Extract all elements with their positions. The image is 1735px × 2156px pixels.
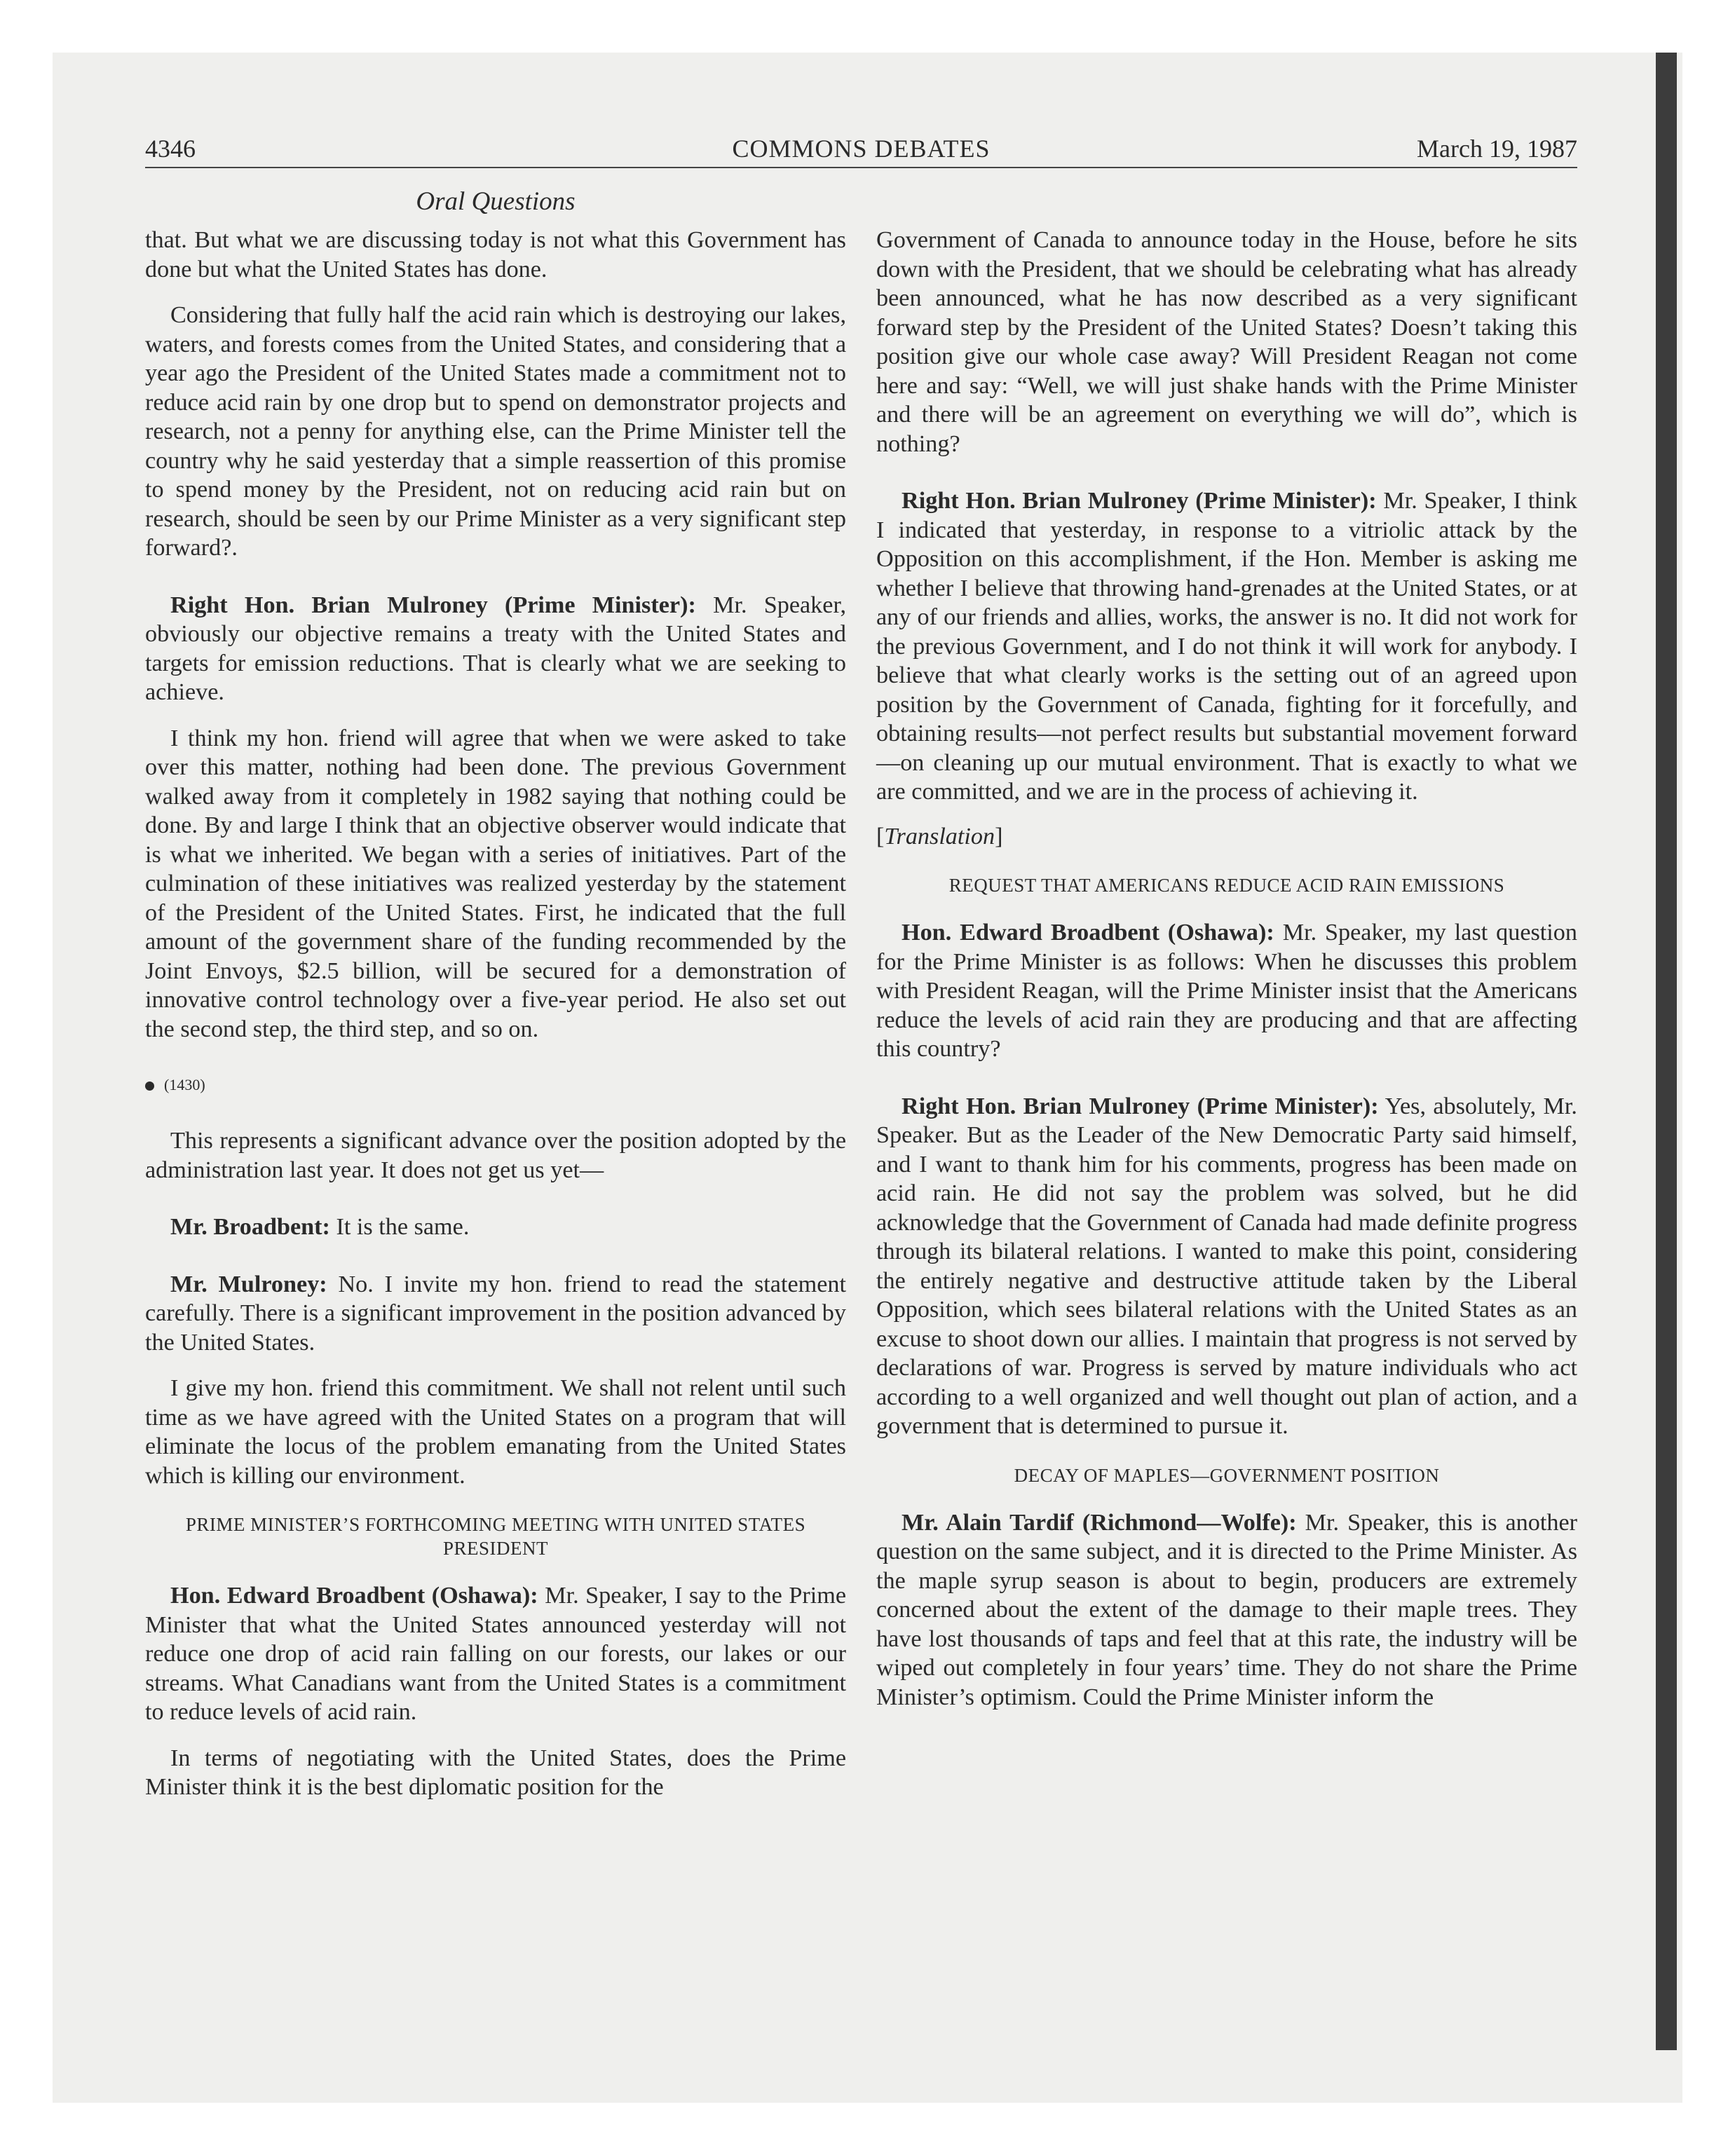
speech-text: Yes, absolutely, Mr. Speaker. But as the Leader of the New Democratic Party said himself, and I want to thank him for his comments, progress has been made on acid rain. He did not say the problem was solved, but he did acknowledge that the Government of Canada had made definite progress through its bilateral relations. I wanted to make this point, considering the entirely negative and destructive attitude taken by the Liberal Opposition, which sees bilateral relations with the United States as an excuse to shoot down our allies. I maintain that progress is not served by declarations of war. Progress is served by mature individuals who act according to a well organized and well thought out plan of action, and a government that is determined to pursue it. bbox=[876, 1093, 1577, 1439]
translation-note: [Translation] bbox=[876, 823, 1003, 850]
paragraph bbox=[145, 1581, 846, 1727]
paragraph: I give my hon. friend this commitment. We shall not relent until such time as we have agreed with the United States on a program that will eliminate the locus of the problem emanating from the United States which is killing our environment. bbox=[145, 1375, 846, 1489]
paragraph: Considering that fully half the acid rain which is destroying our lakes, waters, and forests comes from the United States, and considering that a year ago the President of the United States made a commitment not to reduce acid rain by one drop but to spend on demonstrator projects and research, not a penny for anything else, can the Prime Minister tell the country why he said yesterday that a simple reassertion of this promise to spend money by the President, not on reducing acid rain but on research, should be seen by our Prime Minister as a very significant step forward?. bbox=[145, 302, 846, 561]
speech-text: Mr. Speaker, this is another question on the same subject, and it is directed to the Prime Minister. As the maple syrup season is about to begin, producers are extremely concerned about the extent of the damage to their maple trees. They have lost thousands of taps and feel that at this rate, the industry will be wiped out completely in four years’ time. They do not share the Prime Minister’s optimism. Could the Prime Minister inform the bbox=[876, 1509, 1578, 1710]
bullet-icon bbox=[145, 1082, 154, 1091]
speech-text: Mr. Speaker, my last question for the Prime Minister is as follows: When he discusses this problem with President Reagan, will the Prime Minister insist that the Americans reduce the levels of acid rain they are producing and that are affecting this country? bbox=[876, 920, 1577, 1062]
page-header bbox=[145, 130, 1577, 167]
paragraph bbox=[876, 486, 1577, 807]
paragraph bbox=[876, 1508, 1577, 1712]
speaker-name: Hon. Edward Broadbent (Oshawa): bbox=[170, 1583, 538, 1609]
section-label: Oral Questions bbox=[416, 187, 576, 216]
speech-text: Mr. Speaker, I say to the Prime Minister that what the United States announced yesterday will not reduce one drop of acid rain falling on our forests, our lakes or our streams. What Canadians want from the United States is a commitment to reduce levels of acid rain. bbox=[145, 1583, 846, 1725]
speech-text: It is the same. bbox=[336, 1214, 470, 1240]
paragraph: I think my hon. friend will agree that when we were asked to take over this matter, nothing had been done. The previous Government walked away from it completely in 1982 saying that nothing could be done. By and large I think that an objective observer would indicate that is what we inherited. We began with a series of initiatives. Part of the culmination of these initiatives was realized yesterday by the statement of the President of the United States. First, he indicated that the full amount of the government share of the funding recommended by the Joint Envoys, $2.5 billion, will be secured for a demonstration of innovative control technology over a five-year period. He also set out the second step, the third step, and so on. bbox=[145, 725, 846, 1042]
paragraph: This represents a significant advance over the position adopted by the administration last year. It does not get us yet— bbox=[145, 1128, 846, 1183]
page-date: March 19, 1987 bbox=[1417, 135, 1577, 163]
page-number: 4346 bbox=[145, 135, 196, 163]
left-column bbox=[145, 226, 846, 1802]
speaker-name: Hon. Edward Broadbent (Oshawa): bbox=[901, 920, 1274, 946]
speaker-name: Right Hon. Brian Mulroney (Prime Minister): bbox=[170, 592, 696, 618]
paragraph bbox=[876, 1092, 1577, 1441]
section-heading: PRIME MINISTER’S FORTHCOMING MEETING WITH UNITED STATES PRESIDENT bbox=[185, 1514, 806, 1559]
translation-label: Translation bbox=[884, 823, 995, 850]
paragraph bbox=[145, 1213, 846, 1242]
section-heading: DECAY OF MAPLES—GOVERNMENT POSITION bbox=[1014, 1464, 1440, 1486]
time-marker bbox=[145, 1074, 846, 1096]
section-heading: REQUEST THAT AMERICANS REDUCE ACID RAIN EMISSIONS bbox=[948, 875, 1505, 896]
speaker-name: Mr. Mulroney: bbox=[170, 1271, 327, 1297]
paragraph: Government of Canada to announce today in the House, before he sits down with the President, that we should be celebrating what has already been announced, what he has now described as a very significant forward step by the President of the United States? Doesn’t taking this position give our whole case away? Will President Reagan not come here and say: “Well, we will just shake hands with the Prime Minister and there will be an agreement on everything we will do”, which is nothing? bbox=[876, 227, 1577, 457]
speech-text: No. I invite my hon. friend to read the statement carefully. There is a significant improvement in the position advanced by the United States. bbox=[145, 1271, 846, 1356]
paragraph: that. But what we are discussing today is not what this Government has done but what the United States has done. bbox=[145, 227, 846, 282]
speech-text: Mr. Speaker, obviously our objective remains a treaty with the United States and targets for emission reductions. That is clearly what we are seeking to achieve. bbox=[145, 592, 847, 705]
speaker-name: Mr. Broadbent: bbox=[170, 1214, 330, 1240]
time-marker-text: (1430) bbox=[164, 1076, 205, 1093]
header-rule bbox=[145, 167, 1577, 168]
speaker-name: Right Hon. Brian Mulroney (Prime Minister): bbox=[901, 1093, 1379, 1119]
scan-edge-bar bbox=[1656, 53, 1677, 2050]
publication-title: COMMONS DEBATES bbox=[732, 135, 991, 163]
speaker-name: Mr. Alain Tardif (Richmond—Wolfe): bbox=[901, 1509, 1297, 1536]
paragraph bbox=[876, 918, 1577, 1064]
speech-text: Mr. Speaker, I think I indicated that yesterday, in response to a vitriolic attack by the Opposition on this accomplishment, if the Hon. Member is asking me whether I believe that throwing hand-grenades at the United States, or at any of our friends and allies, works, the answer is no. It did not work for the previous Government, and I do not think it will work for anybody. I believe that what clearly works is the setting out of an agreed upon position by the Government of Canada, fighting for it forcefully, and obtaining results—not perfect results but substantial movement forward—on cleaning up our mutual environment. That is exactly to what we are committed, and we are in the process of achieving it. bbox=[876, 488, 1577, 805]
right-column bbox=[876, 226, 1577, 1712]
speaker-name: Right Hon. Brian Mulroney (Prime Minister): bbox=[901, 488, 1377, 514]
paragraph bbox=[145, 1270, 846, 1358]
paragraph bbox=[145, 591, 846, 707]
paragraph: In terms of negotiating with the United States, does the Prime Minister think it is the best diplomatic position for the bbox=[145, 1745, 846, 1800]
